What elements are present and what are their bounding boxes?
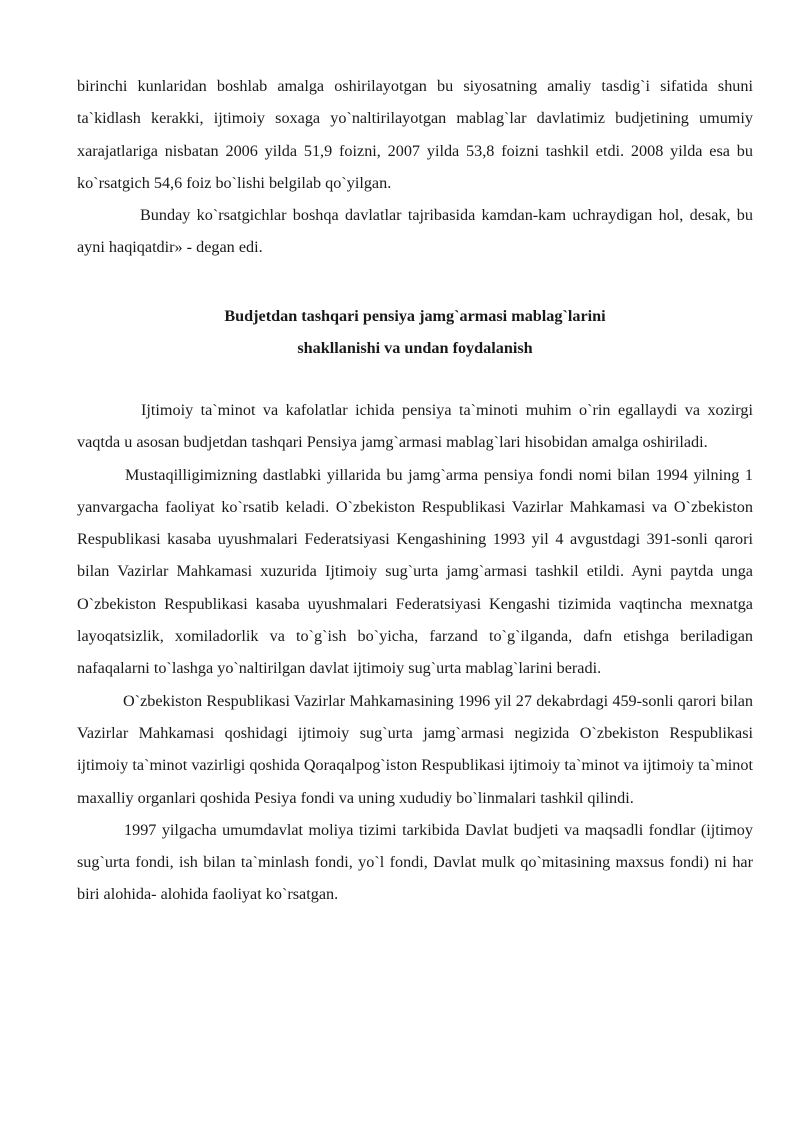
section-heading [77, 300, 753, 364]
intro-paragraph: Bunday ko`rsatgichlar boshqa davlatlar tajribasida kamdan-kam uchraydigan hol, desak, bu ayni haqiqatdir» - degan edi. [77, 206, 753, 257]
body-paragraph: Mustaqilligimizning dastlabki yillarida bu jamg`arma pensiya fondi nomi bilan 1994 yilning 1 yanvargacha faoliyat ko`rsatib keladi. O`zbekiston Respublikasi Vazirlar Mahkamasi va O`zbekiston Respublikasi kasaba uyushmalari Federatsiyasi Kengashining 1993 yil 4 avgustdagi 391-sonli qarori bilan Vazirlar Mahkamasi xuzurida Ijtimoiy sug`urta jamg`armasi tashkil etildi. Ayni paytda unga O`zbekiston Respublikasi kasaba uyushmalari Federatsiyasi Kengashi tizimida vaqtincha mexnatga layoqatsizlik, xomiladorlik va to`g`ish bo`yicha, farzand to`g`ilganda, dafn etishga beriladigan nafaqalarni to`lashga yo`naltirilgan davlat ijtimoiy sug`urta mablag`larini beradi. [77, 465, 753, 678]
intro-paragraph: birinchi kunlaridan boshlab amalga oshirilayotgan bu siyosatning amaliy tasdig`i sifatida shuni ta`kidlash kerakki, ijtimoiy soxaga yo`naltirilayotgan mablag`lar davlatimiz budjetining umumiy xarajatlariga nisbatan 2006 yilda 51,9 foizni, 2007 yilda 53,8 foizni tashkil etdi. 2008 yilda esa bu ko`rsatgich 54,6 foiz bo`lishi belgilab qo`yilgan. [77, 77, 753, 192]
body-paragraph: O`zbekiston Respublikasi Vazirlar Mahkamasining 1996 yil 27 dekabrdagi 459-sonli qarori bilan Vazirlar Mahkamasi qoshidagi ijtimoiy sug`urta jamg`armasi negizida O`zbekiston Respublikasi ijtimoiy ta`minot vazirligi qoshida Qoraqalpog`iston Respublikasi ijtimoiy ta`minot va ijtimoiy ta`minot maxalliy organlari qoshida Pesiya fondi va uning xududiy bo`linmalari tashkil qilindi. [77, 691, 753, 807]
intro-section [77, 70, 753, 264]
section-heading-line-1: Budjetdan tashqari pensiya jamg`armasi mablag`larini [224, 307, 606, 325]
body-paragraph: Ijtimoiy ta`minot va kafolatlar ichida pensiya ta`minoti muhim o`rin egallaydi va xozirgi vaqtda u asosan budjetdan tashqari Pensiya jamg`armasi mablag`lari hisobidan amalga oshiriladi. [77, 401, 753, 452]
body-paragraph: 1997 yilgacha umumdavlat moliya tizimi tarkibida Davlat budjeti va maqsadli fondlar (ijtimoy sug`urta fondi, ish bilan ta`minlash fondi, yo`l fondi, Davlat mulk qo`mitasining maxsus fondi) ni har biri alohida- alohida faoliyat ko`rsatgan. [77, 820, 753, 904]
body-section [77, 394, 753, 911]
section-heading-line-2: shakllanishi va undan foydalanish [297, 339, 533, 357]
